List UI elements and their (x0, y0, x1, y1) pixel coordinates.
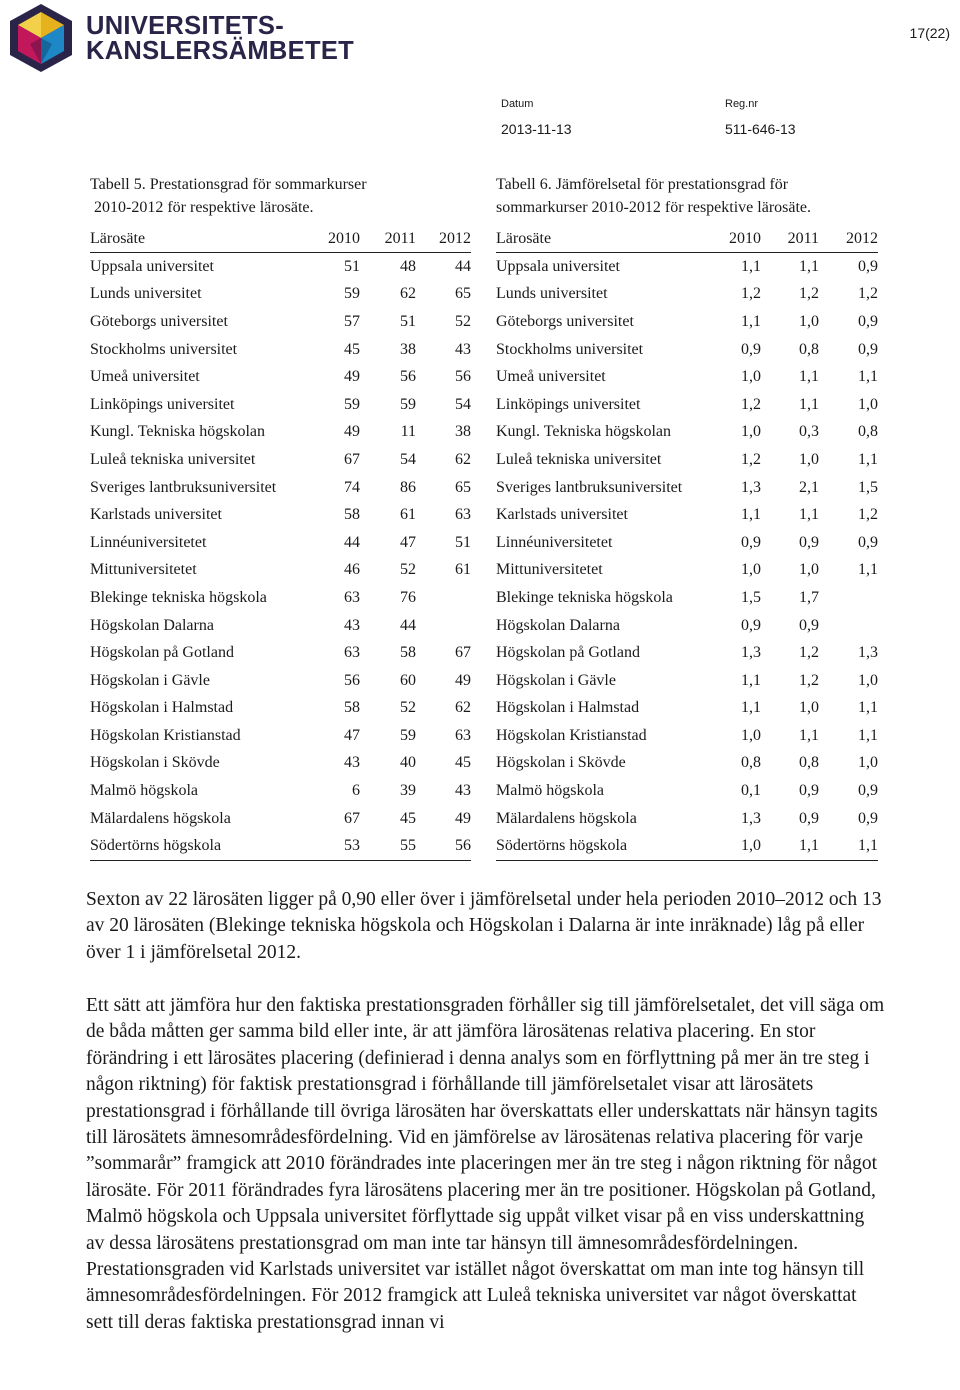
value-cell: 1,3 (858, 644, 878, 662)
value-cell: 43 (455, 782, 471, 800)
value-cell: 60 (400, 671, 416, 689)
value-cell: 47 (344, 726, 360, 744)
column-header: 2012 (416, 226, 471, 253)
value-cell: 1,2 (799, 671, 819, 689)
value-cell: 45 (344, 340, 360, 358)
value-cell: 1,2 (858, 506, 878, 524)
value-cell: 0,9 (741, 616, 761, 634)
institution-cell: Blekinge tekniska högskola (496, 588, 673, 606)
reg-block (725, 98, 796, 137)
value-cell: 0,8 (741, 754, 761, 772)
institution-cell: Högskolan Kristianstad (90, 726, 241, 744)
institution-cell: Stockholms universitet (496, 340, 644, 358)
value-cell: 67 (344, 809, 360, 827)
table-row (496, 308, 878, 336)
value-cell: 1,2 (799, 285, 819, 303)
table-row (90, 474, 471, 502)
page-number: 17(22) (909, 25, 950, 41)
column-header: 2011 (360, 226, 416, 253)
value-cell: 58 (400, 644, 416, 662)
institution-cell: Södertörns högskola (90, 832, 306, 860)
value-cell: 57 (344, 312, 360, 330)
institution-cell: Högskolan Kristianstad (496, 726, 647, 744)
value-cell: 1,1 (741, 257, 761, 275)
value-cell: 59 (344, 285, 360, 303)
value-cell (416, 612, 471, 640)
institution-cell: Linnéuniversitetet (496, 533, 613, 551)
value-cell: 51 (400, 312, 416, 330)
value-cell: 44 (344, 533, 360, 551)
institution-cell: Sveriges lantbruksuniversitet (496, 478, 683, 496)
institution-cell: Luleå tekniska universitet (496, 450, 662, 468)
institution-cell: Mälardalens högskola (90, 809, 231, 827)
institution-cell: Luleå tekniska universitet (90, 450, 256, 468)
value-cell: 1,1 (858, 450, 878, 468)
value-cell: 49 (455, 809, 471, 827)
table6-caption (496, 173, 811, 219)
value-cell: 49 (344, 423, 360, 441)
value-cell: 62 (400, 285, 416, 303)
value-cell: 1,1 (761, 832, 819, 860)
table-row (496, 722, 878, 750)
table-row (496, 832, 878, 860)
value-cell: 67 (344, 450, 360, 468)
value-cell: 56 (416, 832, 471, 860)
table6-body (496, 253, 878, 861)
value-cell: 1,5 (741, 588, 761, 606)
value-cell: 46 (344, 561, 360, 579)
value-cell: 1,0 (799, 450, 819, 468)
table-row (496, 419, 878, 447)
table6-caption-line2: sommarkurser 2010-2012 för respektive lärosäte. (496, 199, 812, 216)
institution-cell: Lunds universitet (90, 285, 202, 303)
table-row (90, 695, 471, 723)
value-cell: 1,0 (799, 312, 819, 330)
table-row (496, 584, 878, 612)
table-row (496, 667, 878, 695)
table5-caption-line1: Tabell 5. Prestationsgrad för sommarkurser (90, 176, 367, 193)
institution-cell: Linköpings universitet (496, 395, 641, 413)
organization-name (86, 14, 354, 64)
value-cell (416, 584, 471, 612)
value-cell: 1,0 (721, 832, 761, 860)
value-cell: 61 (400, 506, 416, 524)
value-cell: 1,5 (858, 478, 878, 496)
institution-cell: Uppsala universitet (90, 257, 214, 275)
table-row (90, 281, 471, 309)
value-cell: 65 (455, 478, 471, 496)
table-row (90, 557, 471, 585)
value-cell: 1,7 (799, 588, 819, 606)
institution-cell: Högskolan Dalarna (496, 616, 620, 634)
table6 (496, 226, 878, 861)
value-cell: 1,0 (799, 561, 819, 579)
value-cell: 63 (455, 726, 471, 744)
value-cell: 51 (344, 257, 360, 275)
table-row (496, 446, 878, 474)
value-cell: 44 (400, 616, 416, 634)
value-cell: 1,1 (799, 395, 819, 413)
table-row (496, 612, 878, 640)
value-cell: 1,3 (741, 644, 761, 662)
value-cell: 52 (400, 699, 416, 717)
value-cell: 6 (352, 782, 360, 800)
value-cell: 62 (455, 699, 471, 717)
table-row (496, 336, 878, 364)
value-cell: 0,1 (741, 782, 761, 800)
value-cell: 0,9 (799, 616, 819, 634)
column-header: 2012 (819, 226, 878, 253)
institution-cell: Göteborgs universitet (496, 312, 634, 330)
table-row (90, 253, 471, 281)
column-header: Lärosäte (90, 226, 306, 253)
table-row (90, 612, 471, 640)
table-row (496, 391, 878, 419)
table-row (496, 777, 878, 805)
table-row (90, 584, 471, 612)
institution-cell: Högskolan Dalarna (90, 616, 214, 634)
institution-cell: Linnéuniversitetet (90, 533, 207, 551)
value-cell: 0,3 (799, 423, 819, 441)
value-cell: 1,1 (799, 257, 819, 275)
org-name-line2: KANSLERSÄMBETET (86, 37, 355, 65)
value-cell: 58 (344, 699, 360, 717)
institution-cell: Göteborgs universitet (90, 312, 228, 330)
value-cell: 1,3 (741, 478, 761, 496)
value-cell: 1,1 (858, 561, 878, 579)
value-cell: 54 (455, 395, 471, 413)
paragraph-2: Ett sätt att jämföra hur den faktiska prestationsgraden förhåller sig till jämförelsetalet, det vill säga om de båda måtten ger samma bild eller inte, är att jämföra lärosätenas relativa placering. En stor förändring i ett lärosätes placering (definierad i denna analys som en förflyttning på mer än tre steg i någon riktning) för faktisk prestationsgrad i förhållande till jämförelsetalet visar att lärosätets prestationsgrad i förhållande till övriga lärosäten har överskattats eller underskattats när hänsyn tagits till lärosätets ämnesområdesfördelning. Vid en jämförelse av lärosätenas relativa placering för varje ”sommarår” framgick att 2010 förändrades inte placeringen mer än tre steg i någon riktning för något lärosäte. För 2011 förändrades fyra lärosätens placering mer än tre positioner. Högskolan på Gotland, Malmö högskola och Uppsala universitet förflyttade sig uppåt vilket visar på en viss underskattning av dessa lärosätens prestationsgrad om man inte tar hänsyn till ämnesområdesfördelningen. Prestationsgraden vid Karlstads universitet var istället något överskattat om man inte tog hänsyn till ämnesområdesfördelningen. För 2012 framgick att Luleå tekniska universitet var något överskattat sett till deras faktiska prestationsgrad innan vi (86, 995, 885, 1333)
value-cell: 47 (400, 533, 416, 551)
value-cell: 45 (455, 754, 471, 772)
table-row (90, 750, 471, 778)
value-cell: 49 (455, 671, 471, 689)
institution-cell: Kungl. Tekniska högskolan (90, 423, 266, 441)
value-cell: 55 (360, 832, 416, 860)
table6-caption-line1: Tabell 6. Jämförelsetal för prestationsgrad för (496, 176, 789, 193)
value-cell: 56 (400, 368, 416, 386)
table5-caption-line2: 2010-2012 för respektive lärosäte. (94, 199, 314, 216)
institution-cell: Högskolan i Skövde (90, 754, 220, 772)
value-cell: 0,9 (799, 533, 819, 551)
value-cell: 0,9 (741, 533, 761, 551)
institution-cell: Linköpings universitet (90, 395, 235, 413)
value-cell: 43 (344, 616, 360, 634)
table5-caption (90, 173, 367, 219)
institution-cell: Uppsala universitet (496, 257, 620, 275)
value-cell: 1,3 (741, 809, 761, 827)
value-cell: 52 (455, 312, 471, 330)
table-row (90, 722, 471, 750)
reg-label: Reg.nr (725, 98, 759, 110)
value-cell: 44 (455, 257, 471, 275)
value-cell: 63 (455, 506, 471, 524)
value-cell: 0,9 (858, 533, 878, 551)
value-cell: 1,0 (741, 561, 761, 579)
table-row (496, 363, 878, 391)
column-header: 2010 (306, 226, 360, 253)
institution-cell: Lunds universitet (496, 285, 608, 303)
institution-cell: Mälardalens högskola (496, 809, 637, 827)
value-cell: 1,0 (799, 699, 819, 717)
paragraph-1: Sexton av 22 lärosäten ligger på 0,90 eller över i jämförelsetal under hela perioden 2010–2012 och 13 av 20 lärosäten (Blekinge tekniska högskola och Högskolan i Dalarna är inte inräknade) låg på eller över 1 i jämförelsetal 2012. (86, 889, 882, 963)
table-row (496, 557, 878, 585)
value-cell: 0,9 (858, 782, 878, 800)
value-cell: 74 (344, 478, 360, 496)
value-cell: 43 (344, 754, 360, 772)
table-row (90, 639, 471, 667)
institution-cell: Högskolan på Gotland (496, 644, 640, 662)
table-row (496, 750, 878, 778)
column-header: 2010 (721, 226, 761, 253)
institution-cell: Högskolan i Halmstad (90, 699, 234, 717)
value-cell: 43 (455, 340, 471, 358)
table-row (90, 805, 471, 833)
value-cell: 58 (344, 506, 360, 524)
institution-cell: Mittuniversitetet (496, 561, 603, 579)
table5-header-row (90, 226, 471, 253)
institution-cell: Stockholms universitet (90, 340, 238, 358)
value-cell: 0,9 (741, 340, 761, 358)
value-cell: 1,1 (799, 506, 819, 524)
value-cell: 1,0 (741, 368, 761, 386)
institution-cell: Sveriges lantbruksuniversitet (90, 478, 277, 496)
value-cell: 0,9 (799, 809, 819, 827)
value-cell: 76 (400, 588, 416, 606)
value-cell: 2,1 (799, 478, 819, 496)
value-cell: 1,1 (741, 699, 761, 717)
value-cell: 56 (344, 671, 360, 689)
value-cell: 1,2 (741, 395, 761, 413)
value-cell: 59 (400, 395, 416, 413)
value-cell: 0,9 (799, 782, 819, 800)
value-cell: 1,2 (741, 285, 761, 303)
value-cell: 1,1 (741, 671, 761, 689)
table5-body (90, 253, 471, 861)
table-row (496, 501, 878, 529)
value-cell: 1,0 (858, 671, 878, 689)
institution-cell: Blekinge tekniska högskola (90, 588, 267, 606)
value-cell: 63 (344, 644, 360, 662)
value-cell: 0,8 (858, 423, 878, 441)
table-row (496, 253, 878, 281)
table-row (90, 832, 471, 860)
date-value: 2013-11-13 (501, 121, 572, 137)
value-cell: 1,0 (741, 423, 761, 441)
value-cell: 0,9 (858, 809, 878, 827)
value-cell: 1,1 (858, 699, 878, 717)
table-row (496, 281, 878, 309)
reg-value: 511-646-13 (725, 121, 796, 137)
value-cell: 1,2 (858, 285, 878, 303)
value-cell: 1,1 (799, 368, 819, 386)
table6-header-row (496, 226, 878, 253)
value-cell: 67 (455, 644, 471, 662)
value-cell: 48 (400, 257, 416, 275)
institution-cell: Högskolan i Halmstad (496, 699, 640, 717)
value-cell: 49 (344, 368, 360, 386)
value-cell: 59 (400, 726, 416, 744)
value-cell: 40 (400, 754, 416, 772)
value-cell: 59 (344, 395, 360, 413)
value-cell: 38 (400, 340, 416, 358)
table-row (496, 474, 878, 502)
institution-cell: Högskolan i Skövde (496, 754, 626, 772)
table-row (90, 501, 471, 529)
table-row (90, 446, 471, 474)
institution-cell: Högskolan i Gävle (496, 671, 616, 689)
value-cell: 45 (400, 809, 416, 827)
value-cell: 63 (344, 588, 360, 606)
table-row (496, 805, 878, 833)
value-cell: 0,9 (858, 340, 878, 358)
value-cell: 56 (455, 368, 471, 386)
institution-cell: Umeå universitet (496, 368, 606, 386)
table-row (90, 336, 471, 364)
value-cell: 0,9 (858, 257, 878, 275)
table-row (90, 308, 471, 336)
table5 (90, 226, 471, 861)
value-cell: 1,0 (858, 754, 878, 772)
date-label: Datum (501, 98, 534, 110)
value-cell: 0,8 (799, 340, 819, 358)
institution-cell: Mittuniversitetet (90, 561, 197, 579)
value-cell: 61 (455, 561, 471, 579)
value-cell: 38 (455, 423, 471, 441)
table-row (90, 777, 471, 805)
institution-cell: Högskolan i Gävle (90, 671, 210, 689)
value-cell: 65 (455, 285, 471, 303)
table-row (496, 695, 878, 723)
value-cell (819, 584, 878, 612)
value-cell: 86 (400, 478, 416, 496)
value-cell: 0,8 (799, 754, 819, 772)
logo-icon (8, 2, 74, 74)
institution-cell: Högskolan på Gotland (90, 644, 234, 662)
table-row (496, 529, 878, 557)
org-name-line1: UNIVERSITETS- (86, 12, 285, 40)
value-cell: 1,2 (799, 644, 819, 662)
value-cell: 1,0 (858, 395, 878, 413)
value-cell: 52 (400, 561, 416, 579)
value-cell: 11 (400, 423, 416, 441)
institution-cell: Kungl. Tekniska högskolan (496, 423, 672, 441)
date-block (501, 98, 572, 137)
value-cell: 54 (400, 450, 416, 468)
table-row (90, 391, 471, 419)
value-cell: 0,9 (858, 312, 878, 330)
value-cell: 1,1 (741, 312, 761, 330)
value-cell: 1,1 (858, 726, 878, 744)
value-cell: 1,1 (741, 506, 761, 524)
institution-cell: Malmö högskola (90, 782, 198, 800)
institution-cell: Karlstads universitet (90, 506, 222, 524)
value-cell (819, 612, 878, 640)
table-row (90, 419, 471, 447)
value-cell: 1,2 (741, 450, 761, 468)
institution-cell: Malmö högskola (496, 782, 604, 800)
column-header: Lärosäte (496, 226, 721, 253)
value-cell: 62 (455, 450, 471, 468)
value-cell: 53 (306, 832, 360, 860)
table-row (90, 363, 471, 391)
table-row (496, 639, 878, 667)
institution-cell: Umeå universitet (90, 368, 200, 386)
value-cell: 1,0 (741, 726, 761, 744)
institution-cell: Karlstads universitet (496, 506, 628, 524)
value-cell: 1,1 (858, 368, 878, 386)
value-cell: 1,1 (799, 726, 819, 744)
column-header: 2011 (761, 226, 819, 253)
value-cell: 1,1 (819, 832, 878, 860)
value-cell: 39 (400, 782, 416, 800)
institution-cell: Södertörns högskola (496, 832, 721, 860)
value-cell: 51 (455, 533, 471, 551)
table-row (90, 529, 471, 557)
table-row (90, 667, 471, 695)
